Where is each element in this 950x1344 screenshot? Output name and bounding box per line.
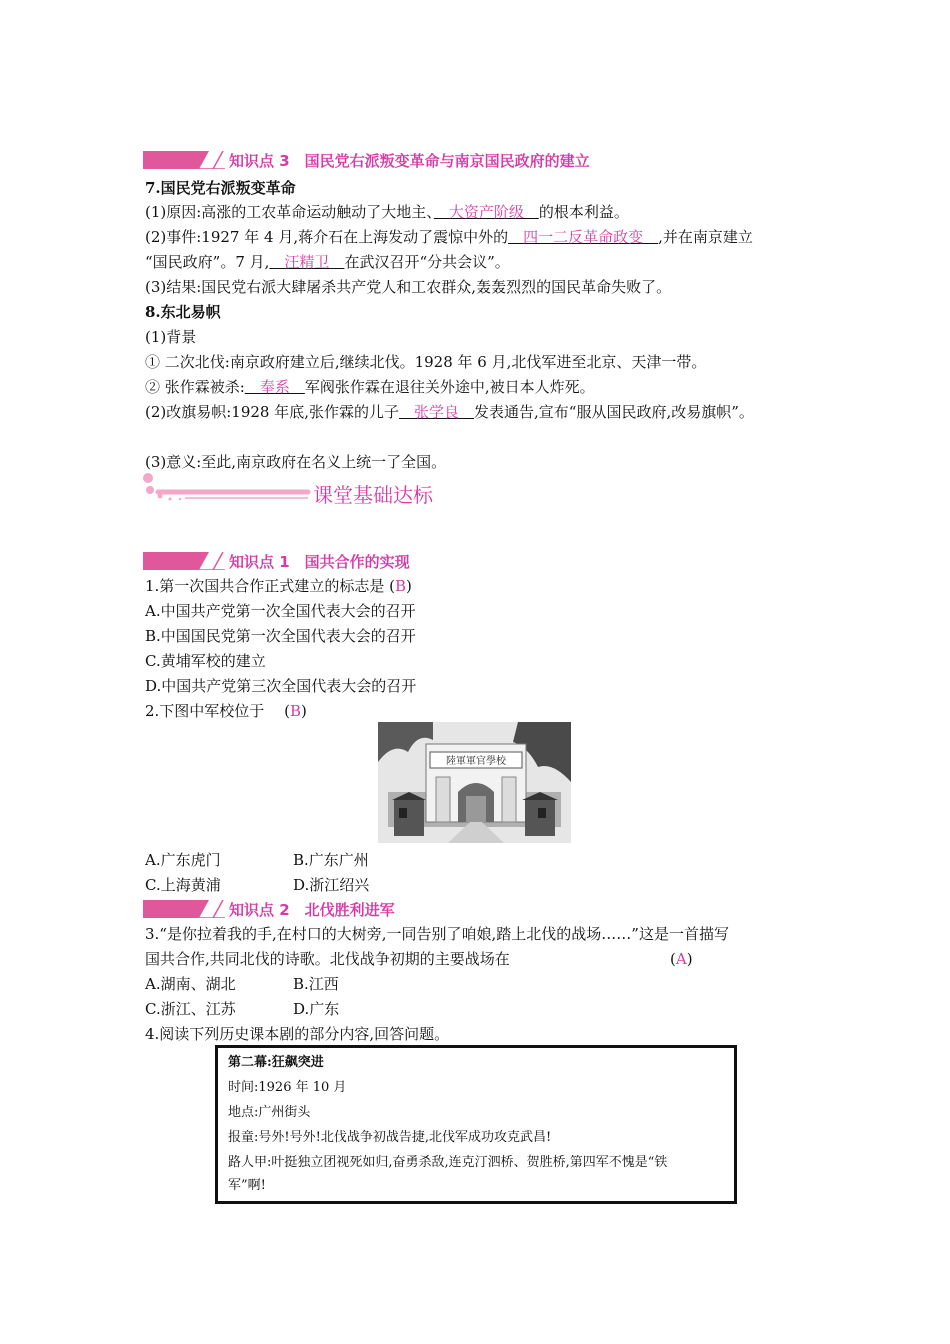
answer-letter: B bbox=[394, 577, 406, 595]
heading-7: 7.国民党右派叛变革命 bbox=[145, 179, 296, 197]
q2-option-c: C.上海黄浦 bbox=[145, 876, 221, 894]
script-line-passerby-cont: 军”啊! bbox=[228, 1178, 266, 1193]
script-title: 第二幕:狂飙突进 bbox=[228, 1055, 324, 1070]
knowledge-point-3-header bbox=[143, 149, 590, 171]
answer-blank: 大资产阶级 bbox=[433, 203, 539, 221]
script-line-place: 地点:广州街头 bbox=[228, 1105, 311, 1120]
q2-option-a: A.广东虎门 bbox=[145, 851, 221, 869]
knowledge-point-label: 知识点 1 国共合作的实现 bbox=[229, 552, 410, 571]
answer-blank: 汪精卫 bbox=[269, 253, 345, 271]
answer-letter: B bbox=[289, 702, 301, 720]
badge-icon bbox=[143, 900, 225, 918]
s7-line-2: (2)事件:1927 年 4 月,蒋介石在上海发动了震惊中外的 四一二反革命政变 ,并在南京建立 bbox=[145, 228, 753, 246]
section-title: 课堂基础达标 bbox=[313, 483, 433, 507]
s8-line-5: (3)意义:至此,南京政府在名义上统一了全国。 bbox=[145, 453, 447, 471]
question-3-line-1: 3.“是你拉着我的手,在村口的大树旁,一同告别了咱娘,踏上北伐的战场……”这是一首描写 bbox=[145, 925, 729, 943]
s7-line-4: (3)结果:国民党右派大肆屠杀共产党人和工农群众,轰轰烈烈的国民革命失败了。 bbox=[145, 278, 672, 296]
answer-blank: 张学良 bbox=[399, 403, 475, 421]
q1-option-a: A.中国共产党第一次全国代表大会的召开 bbox=[145, 602, 416, 620]
question-2-stem: 2.下图中军校位于 (B) bbox=[145, 702, 307, 720]
knowledge-point-2-header bbox=[143, 898, 395, 920]
s8-line-4: (2)改旗易帜:1928 年底,张作霖的儿子 张学良 发表通告,宣布“服从国民政府,改易旗帜”。 bbox=[145, 403, 754, 421]
q1-option-b: B.中国国民党第一次全国代表大会的召开 bbox=[145, 627, 416, 645]
q3-option-d: D.广东 bbox=[293, 1000, 340, 1018]
question-1-stem: 1.第一次国共合作正式建立的标志是 (B) bbox=[145, 577, 412, 595]
script-line-time: 时间:1926 年 10 月 bbox=[228, 1080, 347, 1095]
q3-option-a: A.湖南、湖北 bbox=[145, 975, 236, 993]
question-3-line-2: 国共合作,共同北伐的诗歌。北伐战争初期的主要战场在 bbox=[145, 950, 510, 968]
q3-option-c: C.浙江、江苏 bbox=[145, 1000, 236, 1018]
script-line-passerby: 路人甲:叶挺独立团视死如归,奋勇杀敌,连克汀泗桥、贺胜桥,第四军不愧是“铁 bbox=[228, 1155, 668, 1170]
knowledge-point-label: 知识点 3 国民党右派叛变革命与南京国民政府的建立 bbox=[229, 151, 590, 170]
answer-blank: 四一二反革命政变 bbox=[508, 228, 659, 246]
s7-line-1: (1)原因:高涨的工农革命运动触动了大地主、 大资产阶级 的根本利益。 bbox=[145, 203, 629, 221]
q3-option-b: B.江西 bbox=[293, 975, 339, 993]
heading-8: 8.东北易帜 bbox=[145, 303, 221, 321]
answer-blank: 奉系 bbox=[244, 378, 305, 396]
q1-option-c: C.黄埔军校的建立 bbox=[145, 652, 266, 670]
badge-icon bbox=[143, 151, 225, 169]
q2-option-b: B.广东广州 bbox=[293, 851, 369, 869]
s8-line-1: (1)背景 bbox=[145, 328, 197, 346]
question-3-answer: (A) bbox=[670, 950, 693, 968]
military-academy-photo bbox=[378, 722, 571, 843]
s7-line-3: “国民政府”。7 月, 汪精卫 在武汉召开“分共会议”。 bbox=[145, 253, 510, 271]
answer-letter: A bbox=[675, 950, 687, 968]
knowledge-point-1-header bbox=[143, 550, 410, 572]
s8-line-3: ② 张作霖被杀: 奉系 军阀张作霖在退往关外途中,被日本人炸死。 bbox=[145, 378, 595, 396]
play-script-box bbox=[215, 1045, 737, 1204]
question-4-stem: 4.阅读下列历史课本剧的部分内容,回答问题。 bbox=[145, 1025, 450, 1043]
knowledge-point-label: 知识点 2 北伐胜利进军 bbox=[229, 900, 395, 919]
q2-option-d: D.浙江绍兴 bbox=[293, 876, 370, 894]
badge-icon bbox=[143, 552, 225, 570]
script-line-newsboy: 报童:号外!号外!北伐战争初战告捷,北伐军成功攻克武昌! bbox=[228, 1130, 552, 1145]
s8-line-2: ① 二次北伐:南京政府建立后,继续北伐。1928 年 6 月,北伐军进至北京、天津一带。 bbox=[145, 353, 707, 371]
q1-option-d: D.中国共产党第三次全国代表大会的召开 bbox=[145, 677, 417, 695]
sign-text: 陸軍軍官學校 bbox=[446, 756, 506, 767]
